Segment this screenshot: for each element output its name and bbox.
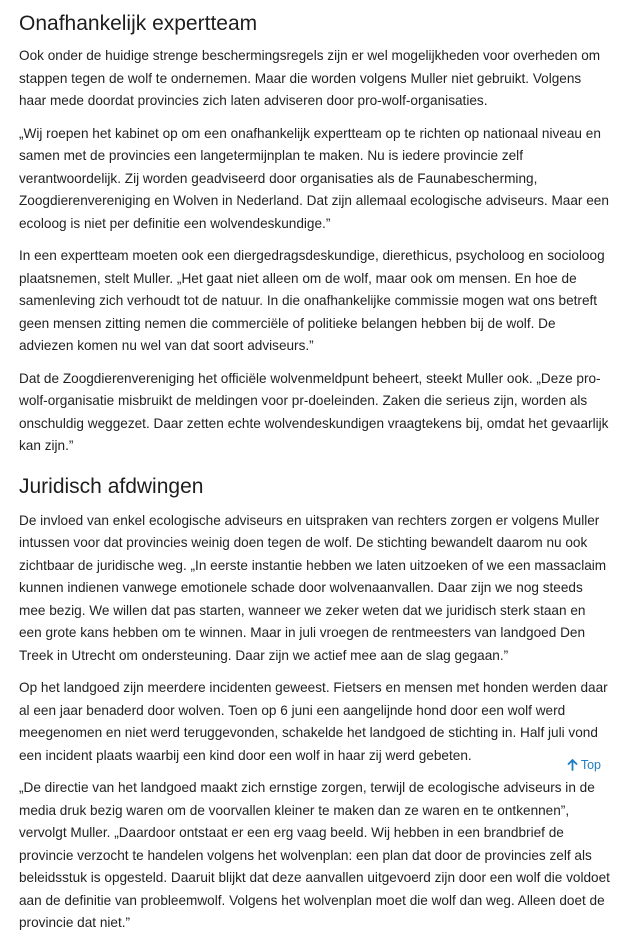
paragraph: Op het landgoed zijn meerdere incidenten geweest. Fietsers en mensen met honden werden daar al een jaar benaderd door wolven. Toen op 6 juni een aangelijnde hond door een wolf werd meegenomen en niet werd teruggevonden, schakelde het landgoed de stichting in. Half juli vond een incident plaats waarbij een kind door een wolf in haar zij werd gebeten. (19, 680, 608, 763)
section-heading-expertteam: Onafhankelijk expertteam (19, 12, 258, 35)
arrow-up-icon (567, 759, 578, 771)
paragraph: Dat de Zoogdierenvereniging het officiële wolvenmeldpunt beheert, steekt Muller ook. „Deze pro-wolf-organisatie misbruikt de meldingen voor pr-doeleinden. Zaken die serieus zijn, worden als onschuldig weggezet. Daar zetten echte wolvendeskundigen vraagtekens bij, omdat het gevaarlijk kan zijn.” (19, 370, 609, 453)
back-to-top-label: Top (580, 758, 601, 772)
paragraph: „De directie van het landgoed maakt zich ernstige zorgen, terwijl de ecologische adviseurs in de media druk bezig waren om de voorvallen kleiner te maken dan ze waren en te ontkennen”, vervolgt Muller. „Daardoor ontstaat er een erg vaag beeld. Wij hebben in een brandbrief de provincie verzocht te handelen volgens het wolvenplan: een plan dat door de provincies zelf als beleidsstuk is opgesteld. Daaruit blijkt dat deze aanvallen uitgevoerd zijn door een wolf die voldoet aan de definitie van probleemwolf. Volgens het wolvenplan moet die wolf dan weg. Alleen doet de provincie dat niet.” (19, 780, 610, 930)
paragraph: De invloed van enkel ecologische adviseurs en uitspraken van rechters zorgen er volgens Muller intussen voor dat provincies weinig doen tegen de wolf. De stichting bewandelt daarom nu ook zichtbaar de juridische weg. „In eerste instantie hebben we laten uitzoeken of we een massaclaim kunnen indienen vanwege emotionele schade door wolvenaanvallen. Daar zijn we nog steeds mee bezig. We willen dat pas starten, wanneer we zeker weten dat we juridisch sterk staan en een grote kans hebben om te winnen. Maar in juli vroegen de rentmeesters van landgoed Den Treek in Utrecht om ondersteuning. Daar zijn we actief mee aan de slag gegaan.” (19, 512, 607, 663)
section-heading-juridisch: Juridisch afdwingen (19, 474, 204, 498)
paragraph: In een expertteam moeten ook een diergedragsdeskundige, dierethicus, psycholoog en socioloog plaatsnemen, stelt Muller. „Het gaat niet alleen om de wolf, maar ook om mensen. En hoe de samenleving zich verhoudt tot de natuur. In die onafhankelijke commissie mogen wat ons betreft geen mensen zitting nemen die commerciële of politieke belangen hebben bij de wolf. De adviezen komen nu wel van dat soort adviseurs.” (19, 248, 605, 353)
paragraph: Ook onder de huidige strenge beschermingsregels zijn er wel mogelijkheden voor overheden om stappen tegen de wolf te ondernemen. Maar die worden volgens Muller niet gebruikt. Volgens haar mede doordat provincies zich laten adviseren door pro-wolf-organisaties. (19, 48, 601, 108)
article-body (19, 0, 611, 945)
paragraph: „Wij roepen het kabinet op om een onafhankelijk expertteam op te richten op nationaal niveau en samen met de provincies een langetermijnplan te maken. Nu is iedere provincie zelf verantwoordelijk. Zij worden geadviseerd door organisaties als de Faunabescherming, Zoogdierenvereniging en Wolven in Nederland. Dat zijn allemaal ecologische adviseurs. Maar een ecoloog is niet per definitie een wolvendeskundige.” (19, 125, 609, 231)
back-to-top-link[interactable] (567, 758, 601, 772)
